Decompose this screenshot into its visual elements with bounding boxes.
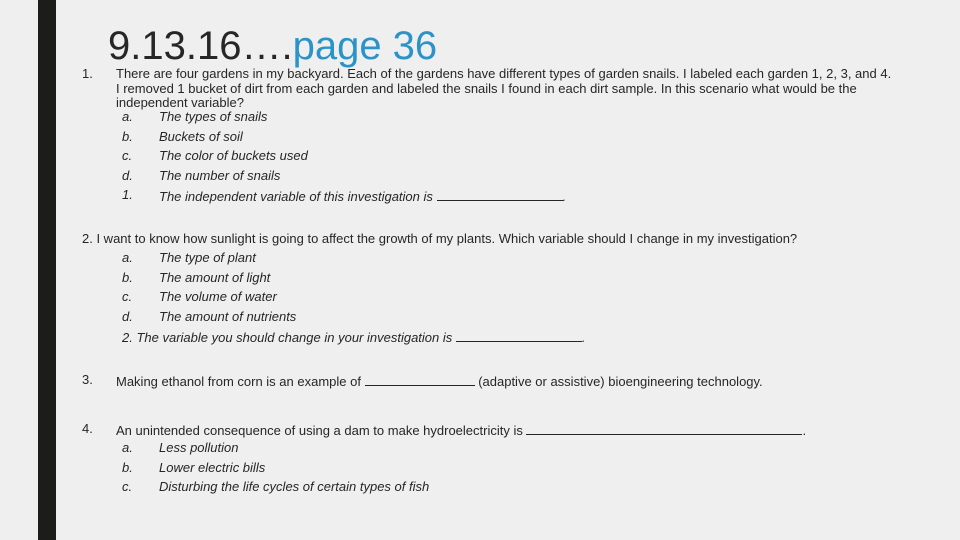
q2-option-a-text: The type of plant [159, 250, 256, 265]
q2-answer-text: 2. The variable you should change in your investigation is [122, 330, 456, 345]
q2-option-c-text: The volume of water [159, 289, 277, 304]
q4-end: . [802, 423, 807, 438]
page-title [108, 20, 437, 72]
q1-option-d-text: The number of snails [159, 168, 281, 183]
q1-answer-end: . [562, 189, 567, 204]
q4-option-c-text: Disturbing the life cycles of certain types of fish [159, 479, 430, 494]
q1-answer-text: The independent variable of this investigation is [159, 189, 437, 204]
q3-text-before: Making ethanol from corn is an example of [116, 374, 365, 389]
q4-option-c-letter: c. [122, 479, 133, 494]
q4-option-b-text: Lower electric bills [159, 460, 266, 475]
q1-option-c-text: The color of buckets used [159, 148, 308, 163]
q1-option-b-letter: b. [122, 129, 133, 144]
q1-option-a-letter: a. [122, 109, 133, 124]
q3-text-after: (adaptive or assistive) bioengineering technology. [474, 374, 763, 389]
q2-text: 2. I want to know how sunlight is going to affect the growth of my plants. Which variable should I change in my investigation? [82, 231, 798, 246]
q2-answer-line [122, 329, 586, 346]
q1-text: There are four gardens in my backyard. Each of the gardens have different types of garden snails. I labeled each garden 1, 2, 3, and 4. I removed 1 bucket of dirt from each garden and labeled the snails I found in each dirt sample. In this scenario what would be the independent variable? [116, 66, 892, 110]
q1-answer-line [159, 188, 566, 205]
q2-option-d-text: The amount of nutrients [159, 309, 297, 324]
q4-line [116, 422, 806, 439]
q1-option-b-text: Buckets of soil [159, 129, 243, 144]
left-accent-bar [38, 0, 56, 540]
q4-option-a-letter: a. [122, 440, 133, 455]
q1-number: 1. [82, 66, 93, 81]
q4-text: An unintended consequence of using a dam to make hydroelectricity is [116, 423, 527, 438]
q2-answer-end: . [581, 330, 586, 345]
q3-answer-blank[interactable] [365, 373, 475, 386]
q2-option-c-letter: c. [122, 289, 133, 304]
q4-option-b-letter: b. [122, 460, 133, 475]
q3-line [116, 373, 763, 390]
q2-option-a-letter: a. [122, 250, 133, 265]
q2-option-d-letter: d. [122, 309, 133, 324]
q2-option-b-letter: b. [122, 270, 133, 285]
title-page-ref: page 36 [292, 24, 438, 68]
q1-option-d-letter: d. [122, 168, 133, 183]
q3-number: 3. [82, 372, 93, 387]
q1-answer-number: 1. [122, 187, 133, 202]
q1-option-a-text: The types of snails [159, 109, 268, 124]
q2-answer-blank[interactable] [456, 329, 582, 342]
q4-answer-blank[interactable] [526, 422, 802, 435]
q1-answer-blank[interactable] [437, 188, 563, 201]
q1-option-c-letter: c. [122, 148, 133, 163]
q2-option-b-text: The amount of light [159, 270, 271, 285]
q4-option-a-text: Less pollution [159, 440, 239, 455]
title-date: 9.13.16…. [108, 24, 293, 68]
q4-number: 4. [82, 421, 93, 436]
